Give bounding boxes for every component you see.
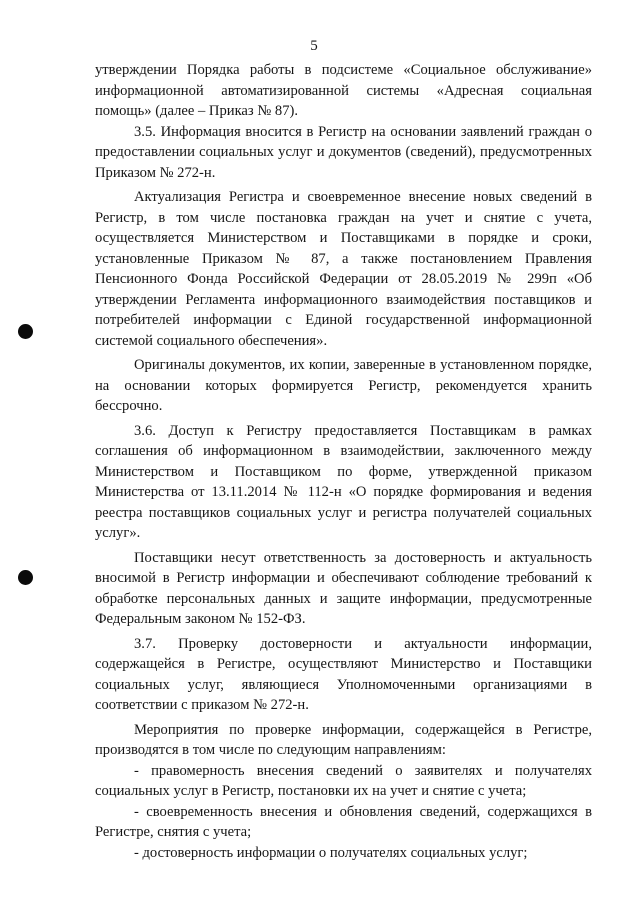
- list-item-timeliness: - своевременность внесения и обновления сведений, содержащихся в Регистре, снятия с учета;: [95, 803, 592, 840]
- list-item-legality: - правомерность внесения сведений о заявителях и получателях социальных услуг в Регистр, постановки их на учет и снятие с учета;: [95, 762, 592, 799]
- paragraph-continuation: утверждении Порядка работы в подсистеме «Социальное обслуживание» информационной автоматизированной системы «Адресная социальная помощь» (далее – Приказ № 87).: [95, 62, 592, 119]
- paragraph-checks-intro: Мероприятия по проверке информации, содержащейся в Регистре, производятся в том числе по следующим направлениям:: [95, 721, 592, 758]
- list-item-reliability: - достоверность информации о получателях социальных услуг;: [134, 844, 528, 861]
- document-body: [95, 60, 592, 863]
- punch-hole-bottom: [18, 570, 33, 585]
- paragraph-originals: Оригиналы документов, их копии, заверенные в установленном порядке, на основании которых формируется Регистр, рекомендуется хранить бессрочно.: [95, 357, 592, 414]
- paragraph-3-5: 3.5. Информация вносится в Регистр на основании заявлений граждан о предоставлении социальных услуг и документов (сведений), предусмотренных Приказом № 272-н.: [95, 123, 592, 181]
- page-number: 5: [310, 38, 318, 54]
- paragraph-register-update: Актуализация Регистра и своевременное внесение новых сведений в Регистр, в том числе постановка граждан на учет и снятие с учета, осуществляется Министерством и Поставщиками в порядке и сроки, установленные Приказом № 87, а также постановлением Правления Пенсионного Фонда Российской Федерации от 28.05.2019 № 299п «Об утверждении Регламента информационного взаимодействия поставщиков и потребителей информации с Единой государственной информационной системой социального обеспечения».: [95, 189, 592, 349]
- paragraph-responsibility: Поставщики несут ответственность за достоверность и актуальность вносимой в Регистр информации и обеспечивают соблюдение требований к обработке персональных данных и защите информации, предусмотренные Федеральным законом № 152-ФЗ.: [95, 549, 592, 627]
- paragraph-3-6: 3.6. Доступ к Регистру предоставляется Поставщикам в рамках соглашения об информационном в взаимодействии, заключенного между Министерством и Поставщиком по форме, утвержденной приказом Министерства от 13.11.2014 № 112-н «О порядке формирования и ведения реестра поставщиков социальных услуг и регистра получателей социальных услуг».: [95, 422, 592, 541]
- paragraph-3-7: 3.7. Проверку достоверности и актуальности информации, содержащейся в Регистре, осуществляют Министерство и Поставщики социальных услуг, являющиеся Уполномоченными организациями в соответствии с приказом № 272-н.: [95, 635, 592, 713]
- punch-hole-top: [18, 324, 33, 339]
